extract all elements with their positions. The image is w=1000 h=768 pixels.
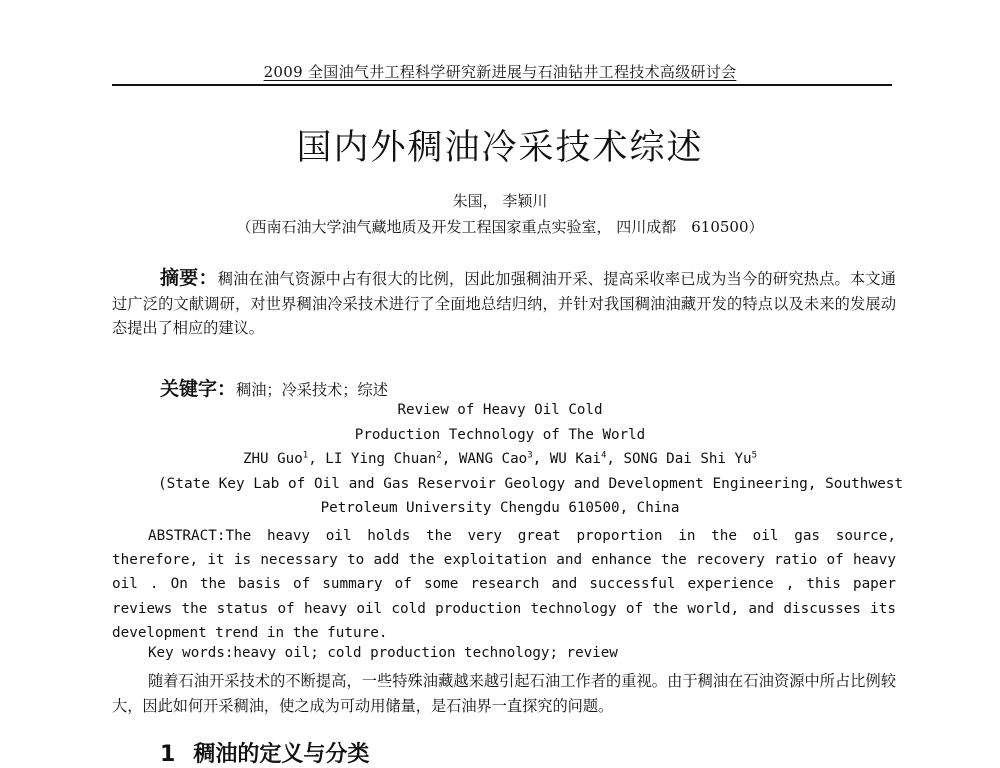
affiliation-cn: （西南石油大学油气藏地质及开发工程国家重点实验室， 四川成都 610500）	[236, 218, 764, 236]
keywords-cn	[160, 374, 388, 401]
section-title: 稠油的定义与分类	[193, 742, 370, 767]
affiliation-en-line1: (State Key Lab of Oil and Gas Reservoir Geology and Development Engineering, Southwest	[158, 476, 904, 492]
affiliation-en-line2: Petroleum University Chengdu 610500, China	[320, 500, 680, 516]
author-en: LI Ying Chuan$^2$,	[325, 450, 459, 467]
conference-name: 2009 全国油气井工程科学研究新进展与石油钻井工程技术高级研讨会	[263, 63, 737, 81]
section-number: 1	[160, 742, 176, 767]
conference-header	[0, 61, 1000, 82]
paper-title-en-line2: Production Technology of The World	[354, 427, 646, 443]
abstract-en: ABSTRACT:The heavy oil holds the very great proportion in the oil gas source, therefore, it is necessary to add the exploitation and enhance the recovery ratio of heavy oil . On the basis of summary of some research and successful experience , this paper reviews the status of heavy oil cold production technology of the world, and discusses its development trend in the future.	[112, 528, 896, 641]
keywords-en: Key words:heavy oil; cold production technology; review	[148, 645, 618, 661]
abstract-cn	[112, 266, 896, 341]
keywords-cn-text: 稠油；冷采技术；综述	[236, 381, 388, 399]
abstract-cn-label: 摘要：	[160, 267, 218, 289]
abstract-cn-text: 稠油在油气资源中占有很大的比例，因此加强稠油开采、提高采收率已成为当今的研究热点。本文通过广泛的文献调研，对世界稠油冷采技术进行了全面地总结归纳，并针对我国稠油油藏开发的特点以及未来的发展动态提出了相应的建议。	[112, 270, 896, 337]
header-rule	[112, 84, 892, 86]
author-en: SONG Dai Shi Yu$^5$	[623, 450, 758, 467]
intro-paragraph-cn: 随着石油开采技术的不断提高，一些特殊油藏越来越引起石油工作者的重视。由于稠油在石油资源中所占比例较大，因此如何开采稠油，使之成为可动用储量，是石油界一直探究的问题。	[112, 672, 896, 715]
paper-title-en-line1: Review of Heavy Oil Cold	[397, 402, 603, 418]
author-en: ZHU Guo$^1$,	[242, 450, 326, 467]
authors-en	[0, 451, 1000, 467]
author-en: WU Kai$^4$,	[549, 450, 624, 467]
author-en: WANG Cao$^3$,	[458, 450, 550, 467]
section-heading	[160, 737, 369, 768]
keywords-cn-label: 关键字：	[160, 378, 237, 400]
authors-cn: 朱国， 李颖川	[452, 192, 548, 210]
paper-title-cn: 国内外稠油冷采技术综述	[296, 128, 704, 168]
